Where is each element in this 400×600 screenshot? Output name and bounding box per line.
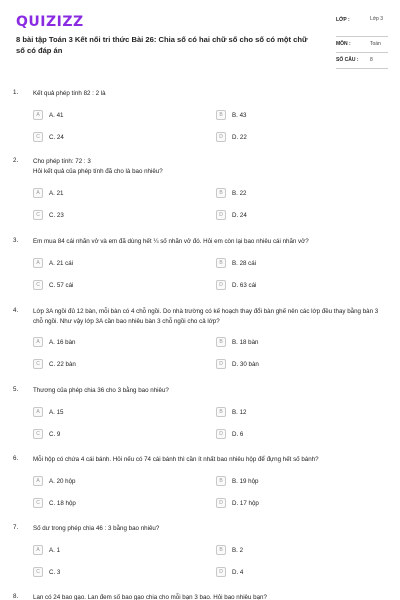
option-text: A. 15	[49, 408, 64, 416]
question-number: 8.	[13, 593, 19, 600]
option-text: A. 21 cái	[49, 259, 74, 267]
option-text: C. 24	[49, 133, 64, 141]
option-c[interactable]	[33, 209, 64, 221]
option-letter-box: B	[216, 407, 226, 417]
option-text: A. 1	[49, 546, 61, 554]
option-letter-box: C	[33, 359, 43, 369]
option-letter-box: B	[216, 188, 226, 198]
option-c[interactable]	[33, 497, 76, 509]
option-c[interactable]	[33, 131, 64, 143]
question-text: Số dư trong phép chia 46 : 3 bằng bao nhiêu?	[33, 525, 160, 532]
option-d[interactable]	[216, 566, 243, 578]
option-text: A. 41	[49, 111, 64, 119]
option-letter-box: D	[216, 429, 226, 439]
question-number: 7.	[13, 524, 19, 531]
question-text: Cho phép tính: 72 : 3 Hỏi kết quả của phép tính đã cho là bao nhiêu?	[33, 158, 163, 175]
option-text: D. 6	[232, 430, 244, 438]
option-text: D. 24	[232, 211, 247, 219]
divider	[336, 36, 388, 37]
question-text: Em mua 84 cái nhãn vở và em đã dùng hết ¼ số nhãn vở đó. Hỏi em còn lại bao nhiêu cái nhãn vở?	[33, 238, 309, 245]
option-letter-box: B	[216, 476, 226, 486]
question-number: 2.	[13, 157, 19, 164]
option-a[interactable]	[33, 475, 76, 487]
option-text: C. 3	[49, 568, 61, 576]
option-text: A. 21	[49, 189, 64, 197]
option-text: C. 23	[49, 211, 64, 219]
option-d[interactable]	[216, 279, 256, 291]
divider	[336, 68, 388, 69]
subject-value: Toán	[370, 41, 381, 47]
question-count-label: SỐ CÂU :	[336, 57, 359, 63]
option-c[interactable]	[33, 428, 60, 440]
option-d[interactable]	[216, 358, 259, 370]
document-title: 8 bài tập Toán 3 Kết nối tri thức Bài 26: Chia số có hai chữ số cho số có một chữ số có đáp án	[16, 35, 308, 55]
option-text: D. 63 cái	[232, 281, 257, 289]
question-text: Mỗi hộp có chứa 4 cái bánh. Hỏi nếu có 74 cái bánh thì cần ít nhất bao nhiêu hộp để đựng hết số bánh?	[33, 456, 319, 463]
option-letter-box: B	[216, 337, 226, 347]
option-text: B. 28 cái	[232, 259, 257, 267]
option-letter-box: D	[216, 498, 226, 508]
option-c[interactable]	[33, 358, 76, 370]
option-text: B. 19 hộp	[232, 477, 259, 485]
divider	[336, 52, 388, 53]
option-text: C. 18 hộp	[49, 499, 76, 507]
option-letter-box: C	[33, 132, 43, 142]
option-text: B. 2	[232, 546, 244, 554]
option-d[interactable]	[216, 497, 259, 509]
option-c[interactable]	[33, 279, 73, 291]
option-text: A. 16 bàn	[49, 338, 76, 346]
option-b[interactable]	[216, 475, 259, 487]
option-a[interactable]	[33, 109, 63, 121]
question-text: Kết quả phép tính 82 : 2 là	[33, 90, 106, 97]
option-text: B. 22	[232, 189, 247, 197]
option-letter-box: A	[33, 545, 43, 555]
option-letter-box: B	[216, 110, 226, 120]
subject-label: MÔN :	[336, 41, 351, 47]
question-text: Lan có 24 bao gạo. Lan đem số bao gạo chia cho mỗi bạn 3 bao. Hỏi bao nhiêu bạn?	[33, 594, 267, 600]
option-a[interactable]	[33, 544, 60, 556]
option-text: C. 57 cái	[49, 281, 74, 289]
grade-value: Lớp 3	[370, 16, 384, 22]
option-letter-box: A	[33, 337, 43, 347]
option-a[interactable]	[33, 257, 73, 269]
option-a[interactable]	[33, 406, 63, 418]
worksheet-header	[0, 0, 400, 76]
option-letter-box: D	[216, 280, 226, 290]
option-letter-box: A	[33, 258, 43, 268]
option-b[interactable]	[216, 336, 259, 348]
option-b[interactable]	[216, 544, 243, 556]
option-letter-box: C	[33, 429, 43, 439]
question-number: 6.	[13, 455, 19, 462]
option-letter-box: C	[33, 567, 43, 577]
option-letter-box: C	[33, 210, 43, 220]
option-letter-box: D	[216, 132, 226, 142]
option-text: A. 20 hộp	[49, 477, 76, 485]
question-text: Thương của phép chia 36 cho 3 bằng bao nhiêu?	[33, 387, 169, 394]
question-text: Lớp 3A ngồi đủ 12 bàn, mỗi bàn có 4 chỗ ngồi. Do nhà trường có kế hoạch thay đổi bàn ghế nên các lớp đều thay bằng bàn 3 chỗ ngồi. Như vậy lớp 3A cần bao nhiêu bàn 3 chỗ ngồi cho cả lớp?	[33, 308, 379, 325]
option-letter-box: C	[33, 280, 43, 290]
question-number: 3.	[13, 237, 19, 244]
question-number: 5.	[13, 386, 19, 393]
option-text: B. 43	[232, 111, 247, 119]
option-text: D. 17 hộp	[232, 499, 259, 507]
option-letter-box: A	[33, 407, 43, 417]
option-text: B. 18 bàn	[232, 338, 259, 346]
grade-label: LỚP :	[336, 17, 350, 23]
option-b[interactable]	[216, 187, 246, 199]
option-text: D. 30 bàn	[232, 360, 259, 368]
question-count-value: 8	[370, 57, 373, 63]
option-d[interactable]	[216, 131, 247, 143]
option-text: B. 12	[232, 408, 247, 416]
option-c[interactable]	[33, 566, 60, 578]
option-letter-box: D	[216, 567, 226, 577]
option-a[interactable]	[33, 187, 63, 199]
option-a[interactable]	[33, 336, 76, 348]
option-text: D. 22	[232, 133, 247, 141]
option-letter-box: A	[33, 110, 43, 120]
option-b[interactable]	[216, 109, 246, 121]
quizizz-logo: QUIZIZZ	[16, 14, 84, 30]
question-number: 4.	[13, 307, 19, 314]
option-letter-box: A	[33, 476, 43, 486]
option-b[interactable]	[216, 257, 256, 269]
option-letter-box: B	[216, 545, 226, 555]
option-letter-box: D	[216, 210, 226, 220]
option-letter-box: B	[216, 258, 226, 268]
option-d[interactable]	[216, 428, 243, 440]
option-b[interactable]	[216, 406, 246, 418]
option-letter-box: D	[216, 359, 226, 369]
option-letter-box: A	[33, 188, 43, 198]
option-d[interactable]	[216, 209, 247, 221]
question-number: 1.	[13, 89, 19, 96]
option-text: C. 22 bàn	[49, 360, 76, 368]
option-text: D. 4	[232, 568, 244, 576]
option-letter-box: C	[33, 498, 43, 508]
option-text: C. 9	[49, 430, 61, 438]
